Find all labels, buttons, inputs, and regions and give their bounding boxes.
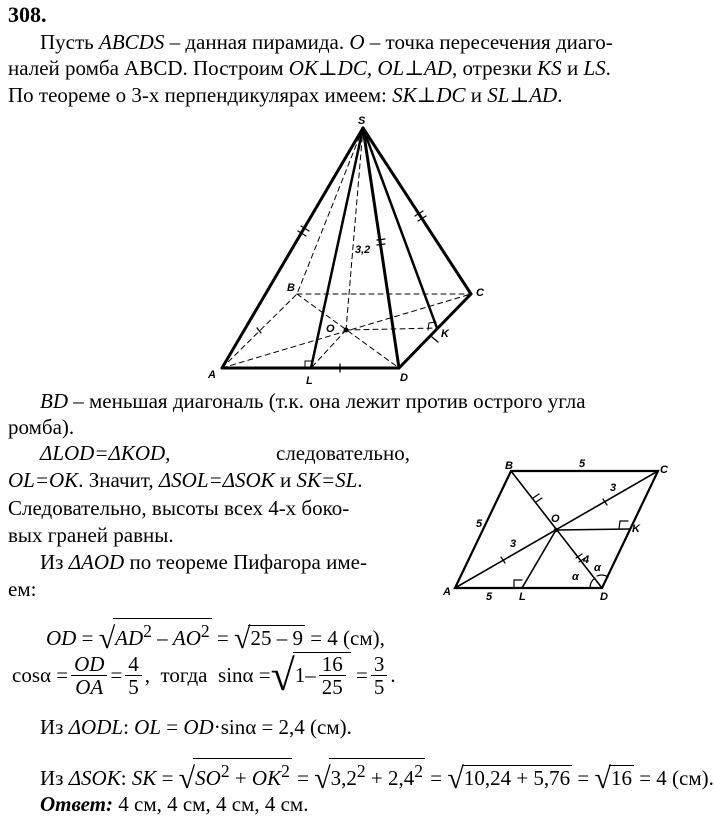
- rh-label-left: 5: [476, 518, 483, 530]
- text: ΔSOL=ΔSOK: [158, 468, 275, 492]
- text: ем:: [8, 577, 37, 601]
- text: .: [605, 56, 611, 80]
- formula-cos-sin: cosα = $\frac{OD}{OA}$ = $\frac{4}{5}$ , тогда sinα = √ 1– $\frac{16}{25}$ = $\frac{3}{5}$ .: [12, 650, 396, 700]
- left-line-6: [8, 577, 36, 602]
- text: SK=SL: [296, 468, 358, 492]
- fraction: [319, 653, 346, 698]
- answer-line: [40, 792, 308, 817]
- text: OK: [251, 766, 282, 790]
- text: 2: [200, 621, 210, 641]
- rhombus-diagram: [430, 455, 690, 605]
- text: ABCDS: [99, 30, 165, 54]
- text: ромба).: [8, 415, 75, 439]
- rh-label-b: B: [505, 460, 513, 472]
- text: =: [291, 766, 315, 790]
- label-s: S: [358, 115, 366, 127]
- problem-number: 308.: [8, 2, 47, 27]
- text: SO: [195, 766, 221, 790]
- text: OA: [75, 674, 104, 699]
- text: –: [151, 626, 173, 650]
- text: 3: [371, 653, 388, 676]
- text: и: [561, 56, 584, 80]
- label-height: 3,2: [355, 244, 371, 256]
- left-line-2: [8, 468, 363, 493]
- text: 16: [319, 653, 346, 676]
- rh-label-od: 4: [583, 554, 590, 566]
- text: 2,4: [388, 766, 415, 790]
- edge-sk: [363, 128, 437, 328]
- rh-label-d: D: [600, 591, 608, 603]
- text: AO: [172, 626, 201, 650]
- label-l: L: [306, 375, 313, 387]
- text: .: [390, 662, 396, 687]
- left-line-4: [8, 523, 174, 548]
- text: По теореме о 3-х перпендикулярах имеем:: [8, 83, 393, 107]
- text: 25: [321, 675, 343, 699]
- text: , отрезки: [451, 56, 538, 80]
- intro-line-1: [40, 30, 681, 55]
- label-b: B: [287, 282, 295, 294]
- text: 2: [414, 761, 423, 781]
- text: OD: [71, 653, 107, 676]
- label-o: O: [326, 323, 335, 335]
- text: Следовательно, высоты всех 4-х боко-: [8, 496, 350, 520]
- text: cosα =: [12, 662, 69, 687]
- text: ΔAOD: [68, 550, 125, 574]
- text: Из: [40, 715, 69, 739]
- answer-label: Ответ:: [40, 792, 113, 816]
- text: =: [76, 626, 99, 650]
- left-line-5: [40, 550, 367, 575]
- edge-sa: [222, 128, 363, 368]
- text: = 4 (см),: [304, 626, 385, 650]
- text: вых граней равны.: [8, 523, 174, 547]
- text: 2: [356, 761, 366, 781]
- text: 2: [281, 761, 290, 781]
- text: Пусть: [40, 30, 99, 54]
- text: по теореме Пифагора име-: [124, 550, 367, 574]
- text: =: [211, 626, 234, 650]
- text: следовательно,: [276, 441, 410, 465]
- text: налей ромба ABCD. Построим: [8, 56, 289, 80]
- text: :: [123, 715, 135, 739]
- text: = 4 (см).: [633, 766, 714, 790]
- text: – точка пересечения диаго-: [364, 30, 613, 54]
- text: O: [349, 30, 365, 54]
- text: SK⊥DC: [392, 83, 466, 107]
- rh-label-ao: 3: [510, 538, 517, 550]
- text: 4: [125, 653, 142, 676]
- text: OK⊥DC, OL⊥AD: [288, 56, 452, 80]
- text: 5: [373, 674, 385, 699]
- text: 1–: [294, 663, 316, 687]
- label-c: C: [476, 287, 484, 299]
- formula-odl: [40, 715, 352, 740]
- intro-line-3: [8, 83, 562, 108]
- fraction: [371, 653, 388, 698]
- formula-sok: Из ΔSOK: SK = $√SO^2 + OK^2 = √3,2^2 + 2,4^2 = √10,24 + 5,76 = √16 = 4$ (см).: [40, 758, 714, 791]
- fraction: [125, 653, 142, 698]
- text: :: [120, 766, 132, 790]
- fraction: [71, 653, 107, 698]
- text: KS: [537, 56, 562, 80]
- text: SL⊥AD: [487, 83, 558, 107]
- text: =: [161, 715, 184, 739]
- rh-label-oc: 3: [610, 482, 617, 494]
- text: =: [156, 766, 179, 790]
- text: 2: [220, 761, 230, 781]
- rh-label-a: A: [443, 586, 451, 598]
- text: Из: [40, 766, 69, 790]
- text: . Значит,: [78, 468, 159, 492]
- text: ΔLOD=ΔKOD,: [40, 441, 171, 465]
- text: – данная пирамида.: [164, 30, 350, 54]
- intro-line-2: [8, 56, 611, 81]
- text: .: [557, 83, 563, 107]
- rh-label-o: O: [551, 513, 560, 525]
- text: и: [465, 83, 488, 107]
- label-a: A: [208, 369, 216, 381]
- rh-label-bottom: 5: [486, 591, 493, 603]
- left-line-3: [8, 496, 349, 521]
- rh-label-top: 5: [579, 458, 586, 470]
- text: 5: [128, 674, 139, 699]
- edge-dc: [399, 294, 471, 368]
- rh-label-l: L: [519, 591, 526, 603]
- text: и: [274, 468, 297, 492]
- text: OL: [134, 715, 162, 739]
- text: LS: [583, 56, 606, 80]
- text: , тогда: [144, 662, 219, 687]
- text: ΔODL: [68, 715, 124, 739]
- text: OD: [183, 715, 214, 739]
- text: 10,24 + 5,76: [463, 766, 571, 790]
- text: OL=OK: [8, 468, 79, 492]
- text: =: [425, 766, 448, 790]
- rh-label-alpha-1: α: [572, 571, 579, 583]
- edge-sc: [363, 128, 471, 294]
- text: 25 – 9: [250, 626, 303, 650]
- text: .: [357, 468, 363, 492]
- text: 16: [610, 766, 632, 790]
- left-line-1: [40, 441, 410, 466]
- rh-label-c: C: [660, 464, 668, 476]
- formula-od: OD = $√AD^2 - AO^2 = √25 - 9 = 4$ (см),: [46, 618, 385, 651]
- text: SK: [131, 766, 157, 790]
- text: +: [365, 766, 388, 790]
- bd-line-2: [8, 415, 74, 440]
- answer-value: 4 см, 4 см, 4 см, 4 см.: [113, 792, 309, 816]
- text: AD: [115, 626, 144, 650]
- pyramid-diagram: [0, 108, 701, 390]
- text: ·sinα = 2,4 (см).: [213, 715, 352, 739]
- label-k: K: [441, 328, 449, 340]
- text: Из: [40, 550, 69, 574]
- label-d: D: [400, 372, 408, 384]
- text: OD: [46, 626, 77, 650]
- text: +: [229, 766, 252, 790]
- rh-label-alpha-2: α: [594, 562, 601, 574]
- text: 2: [143, 621, 152, 641]
- text: – меньшая диагональ (т.к. она лежит против острого угла: [68, 389, 586, 413]
- text: BD: [40, 389, 68, 413]
- rh-label-k: K: [632, 523, 640, 535]
- text: sinα =: [218, 662, 271, 687]
- text: 3,2: [330, 766, 357, 790]
- bd-line-1: [40, 389, 681, 414]
- text: =: [572, 766, 595, 790]
- text: ΔSOK: [68, 766, 121, 790]
